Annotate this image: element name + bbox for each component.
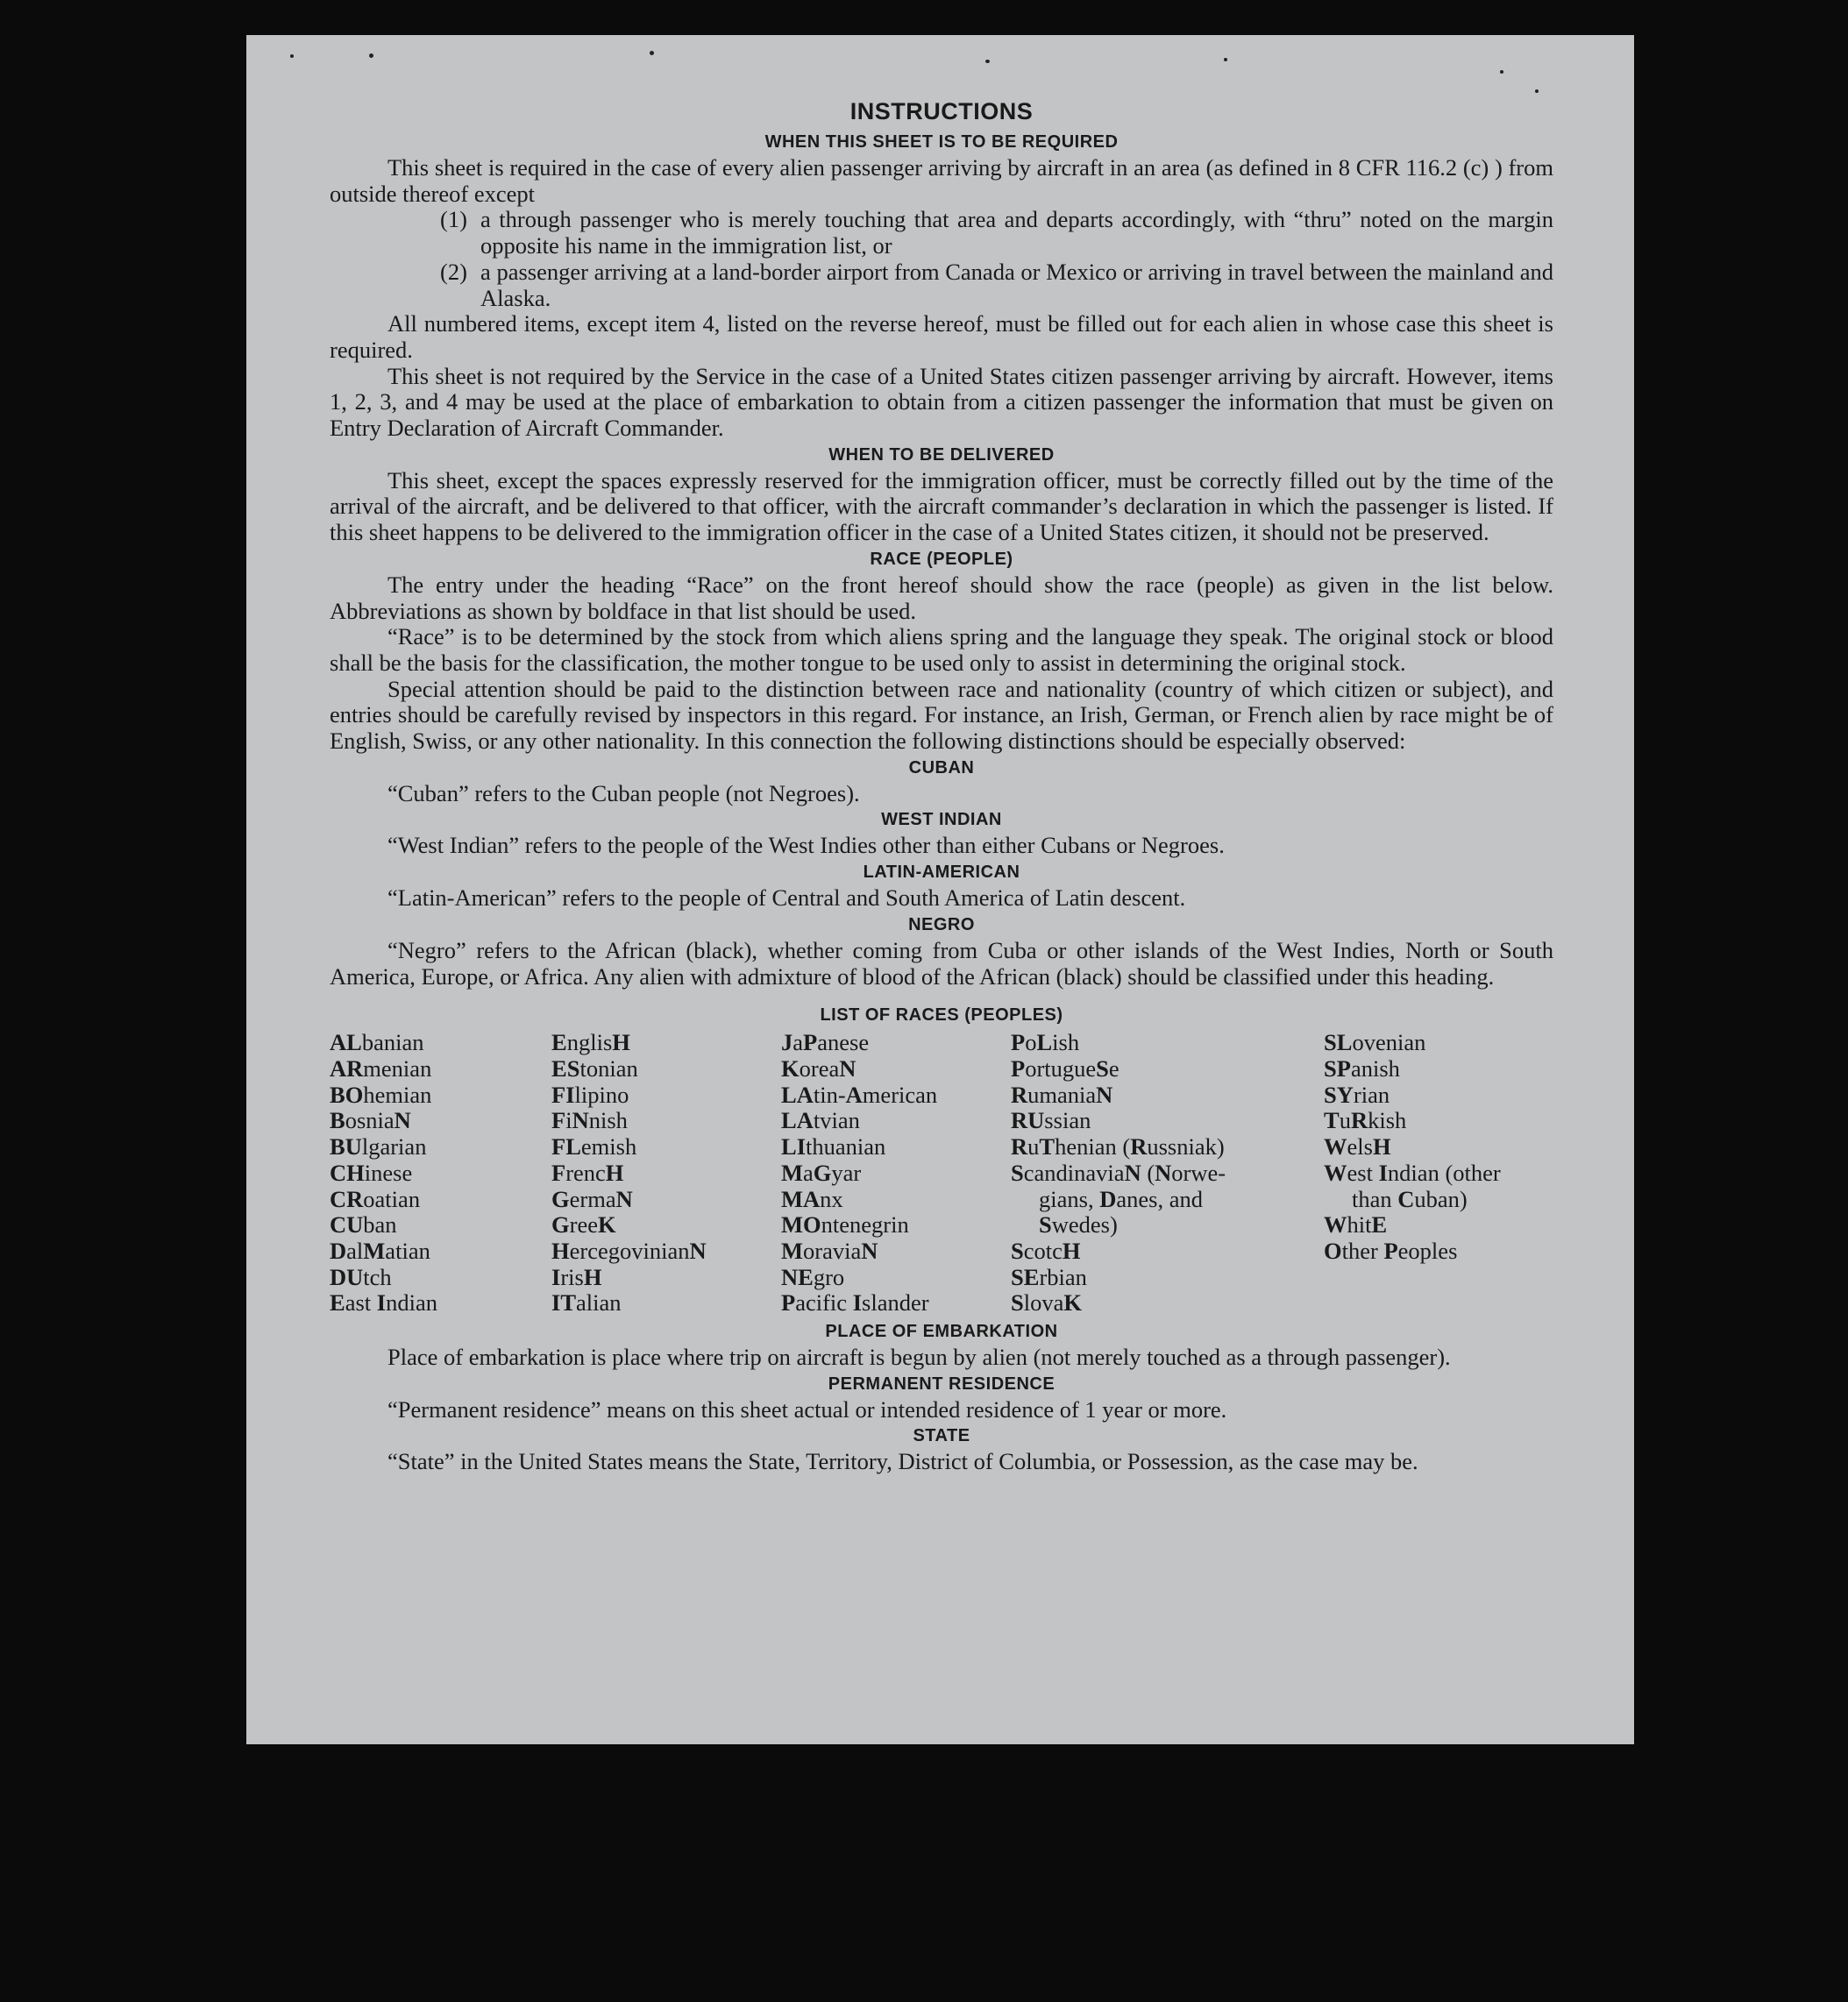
paragraph: This sheet, except the spaces expressly reserved for the immigration officer, must be correctly filled out by the time of the arrival of the aircraft, and be delivered to that officer, with the aircraft commander’s declaration in which the passenger is listed. If this sheet happens to be delivered to the immigration officer in the case of a United States citizen, it should not be preserved.: [330, 466, 1553, 546]
definition-west-indian: “West Indian” refers to the people of the West Indies other than either Cubans or Negroes.: [387, 832, 1225, 859]
paragraph: “Race” is to be determined by the stock from which aliens spring and the language they speak. The original stock or blood shall be the basis for the classification, the mother tongue to be used only to assist in determining the original stock.: [330, 623, 1553, 676]
heading-when-required: WHEN THIS SHEET IS TO BE REQUIRED: [764, 132, 1119, 152]
speck: [1224, 58, 1227, 61]
heading-race: RACE (PEOPLE): [870, 549, 1013, 569]
race-entry: SPanish: [1324, 1054, 1400, 1082]
clause-number: (1): [440, 206, 467, 233]
race-entry: MAnx: [781, 1185, 843, 1212]
speck: [1500, 70, 1503, 74]
race-entry: PoLish: [1011, 1029, 1080, 1056]
race-entry: SlovaK: [1011, 1289, 1083, 1317]
race-entry: SYrian: [1324, 1081, 1390, 1108]
race-entry: GermaN: [551, 1185, 633, 1212]
list-item: [440, 259, 1553, 311]
race-entry: WelsH: [1324, 1133, 1391, 1161]
races-column: [330, 1030, 551, 1317]
clause-text: a passenger arriving at a land-border airport from Canada or Mexico or arriving in travel between the mainland and Alaska.: [480, 258, 1553, 311]
definition-state: “State” in the United States means the State, Territory, District of Columbia, or Possession, as the case may be.: [387, 1448, 1418, 1475]
race-entry: BUlgarian: [330, 1133, 427, 1161]
race-entry: ScandinaviaN (Norwe-: [1011, 1159, 1226, 1186]
race-entry: Swedes): [1039, 1211, 1118, 1239]
clause-number: (2): [440, 258, 467, 285]
race-entry: FIlipino: [551, 1081, 629, 1108]
race-entry: HercegovinianN: [551, 1237, 707, 1264]
speck: [1535, 89, 1539, 93]
race-entry: SErbian: [1011, 1263, 1087, 1290]
race-entry: LIthuanian: [781, 1133, 886, 1161]
list-item: [440, 207, 1553, 259]
paragraph: This sheet is not required by the Service in the case of a United States citizen passenger arriving by aircraft. However, items 1, 2, 3, and 4 may be used at the place of embarkation to obtain from a citizen passenger the information that must be given on Entry Declaration of Aircraft Commander.: [330, 362, 1553, 442]
race-entry: CUban: [330, 1211, 397, 1239]
paragraph: This sheet is required in the case of every alien passenger arriving by aircraft in an area (as defined in 8 CFR 116.2 (c) ) from outside thereof except: [330, 154, 1553, 207]
race-entry: EStonian: [551, 1054, 638, 1082]
race-entry: Pacific Islander: [781, 1289, 929, 1317]
heading-cuban: CUBAN: [908, 757, 975, 777]
race-entry: LAtvian: [781, 1107, 860, 1134]
heading-list-of-races: LIST OF RACES (PEOPLES): [820, 1005, 1063, 1026]
race-entry: BOhemian: [330, 1081, 432, 1108]
definition-permanent-residence: “Permanent residence” means on this sheet actual or intended residence of 1 year or more.: [387, 1395, 1227, 1423]
race-entry: NEgro: [781, 1263, 845, 1290]
race-entry: RUssian: [1011, 1107, 1091, 1134]
heading-permanent-residence: PERMANENT RESIDENCE: [828, 1374, 1055, 1394]
races-list: [330, 1030, 1553, 1317]
races-column: [1011, 1030, 1324, 1317]
heading-when-delivered: WHEN TO BE DELIVERED: [828, 444, 1055, 465]
heading-state: STATE: [913, 1426, 970, 1446]
heading-negro: NEGRO: [908, 914, 975, 934]
document-page: [246, 35, 1634, 1744]
speck: [650, 51, 654, 55]
race-entry: GreeK: [551, 1211, 616, 1239]
race-entry: FrencH: [551, 1159, 624, 1186]
clause-text: a through passenger who is merely touching that area and departs accordingly, with “thru” noted on the margin opposite his name in the immigration list, or: [480, 206, 1553, 259]
race-entry: SLovenian: [1324, 1029, 1426, 1056]
race-entry: ALbanian: [330, 1029, 424, 1056]
race-entry: West Indian (other: [1324, 1159, 1501, 1186]
race-entry: FiNnish: [551, 1107, 628, 1134]
race-entry: CHinese: [330, 1159, 413, 1186]
race-entry: Other Peoples: [1324, 1237, 1458, 1264]
race-entry: RuThenian (Russniak): [1011, 1133, 1225, 1161]
race-entry: BosniaN: [330, 1107, 411, 1134]
exception-list: [440, 207, 1553, 311]
race-entry: ScotcH: [1011, 1237, 1081, 1264]
race-entry: FLemish: [551, 1133, 637, 1161]
definition-cuban: “Cuban” refers to the Cuban people (not Negroes).: [387, 779, 860, 806]
race-entry: PortugueSe: [1011, 1054, 1119, 1082]
races-column: [781, 1030, 1011, 1317]
race-entry: ARmenian: [330, 1054, 432, 1082]
speck: [290, 54, 294, 58]
definition-latin-american: “Latin-American” refers to the people of Central and South America of Latin descent.: [387, 884, 1186, 912]
race-entry: KoreaN: [781, 1054, 856, 1082]
race-entry: than Cuban): [1352, 1185, 1468, 1212]
races-column: [551, 1030, 781, 1317]
race-entry: DalMatian: [330, 1237, 430, 1264]
speck: [985, 60, 990, 63]
race-entry: East Indian: [330, 1289, 437, 1317]
race-entry: MOntenegrin: [781, 1211, 909, 1239]
race-entry: RumaniaN: [1011, 1081, 1113, 1108]
paragraph: All numbered items, except item 4, listed on the reverse hereof, must be filled out for each alien in whose case this sheet is required.: [330, 310, 1553, 363]
definition-negro: “Negro” refers to the African (black), whether coming from Cuba or other islands of the West Indies, North or South America, Europe, or Africa. Any alien with admixture of blood of the African (black) should be classified under this heading.: [330, 936, 1553, 990]
race-entry: IrisH: [551, 1263, 602, 1290]
races-column: [1324, 1030, 1551, 1317]
race-entry: DUtch: [330, 1263, 392, 1290]
heading-latin-american: LATIN-AMERICAN: [863, 863, 1020, 883]
race-entry: MoraviaN: [781, 1237, 878, 1264]
race-entry: TuRkish: [1324, 1107, 1407, 1134]
heading-embarkation: PLACE OF EMBARKATION: [825, 1322, 1058, 1342]
race-entry: WhitE: [1324, 1211, 1388, 1239]
race-entry: gians, Danes, and: [1039, 1185, 1203, 1212]
race-entry: CRoatian: [330, 1185, 421, 1212]
race-entry: LAtin-American: [781, 1081, 938, 1108]
document-title: INSTRUCTIONS: [849, 98, 1034, 124]
paragraph: Special attention should be paid to the distinction between race and nationality (country of which citizen or subject), and entries should be carefully revised by inspectors in this regard. For instance, an Irish, German, or French alien by race might be of English, Swiss, or any other nationality. In this connection the following distinctions should be especially observed:: [330, 675, 1553, 755]
paragraph: The entry under the heading “Race” on the front hereof should show the race (people) as given in the list below. Abbreviations as shown by boldface in that list should be used.: [330, 571, 1553, 624]
race-entry: MaGyar: [781, 1159, 862, 1186]
speck: [369, 53, 373, 58]
race-entry: EnglisH: [551, 1029, 630, 1056]
race-entry: JaPanese: [781, 1029, 870, 1056]
race-entry: ITalian: [551, 1289, 622, 1317]
heading-west-indian: WEST INDIAN: [881, 810, 1002, 830]
definition-embarkation: Place of embarkation is place where trip on aircraft is begun by alien (not merely touched as a through passenger).: [387, 1344, 1451, 1371]
